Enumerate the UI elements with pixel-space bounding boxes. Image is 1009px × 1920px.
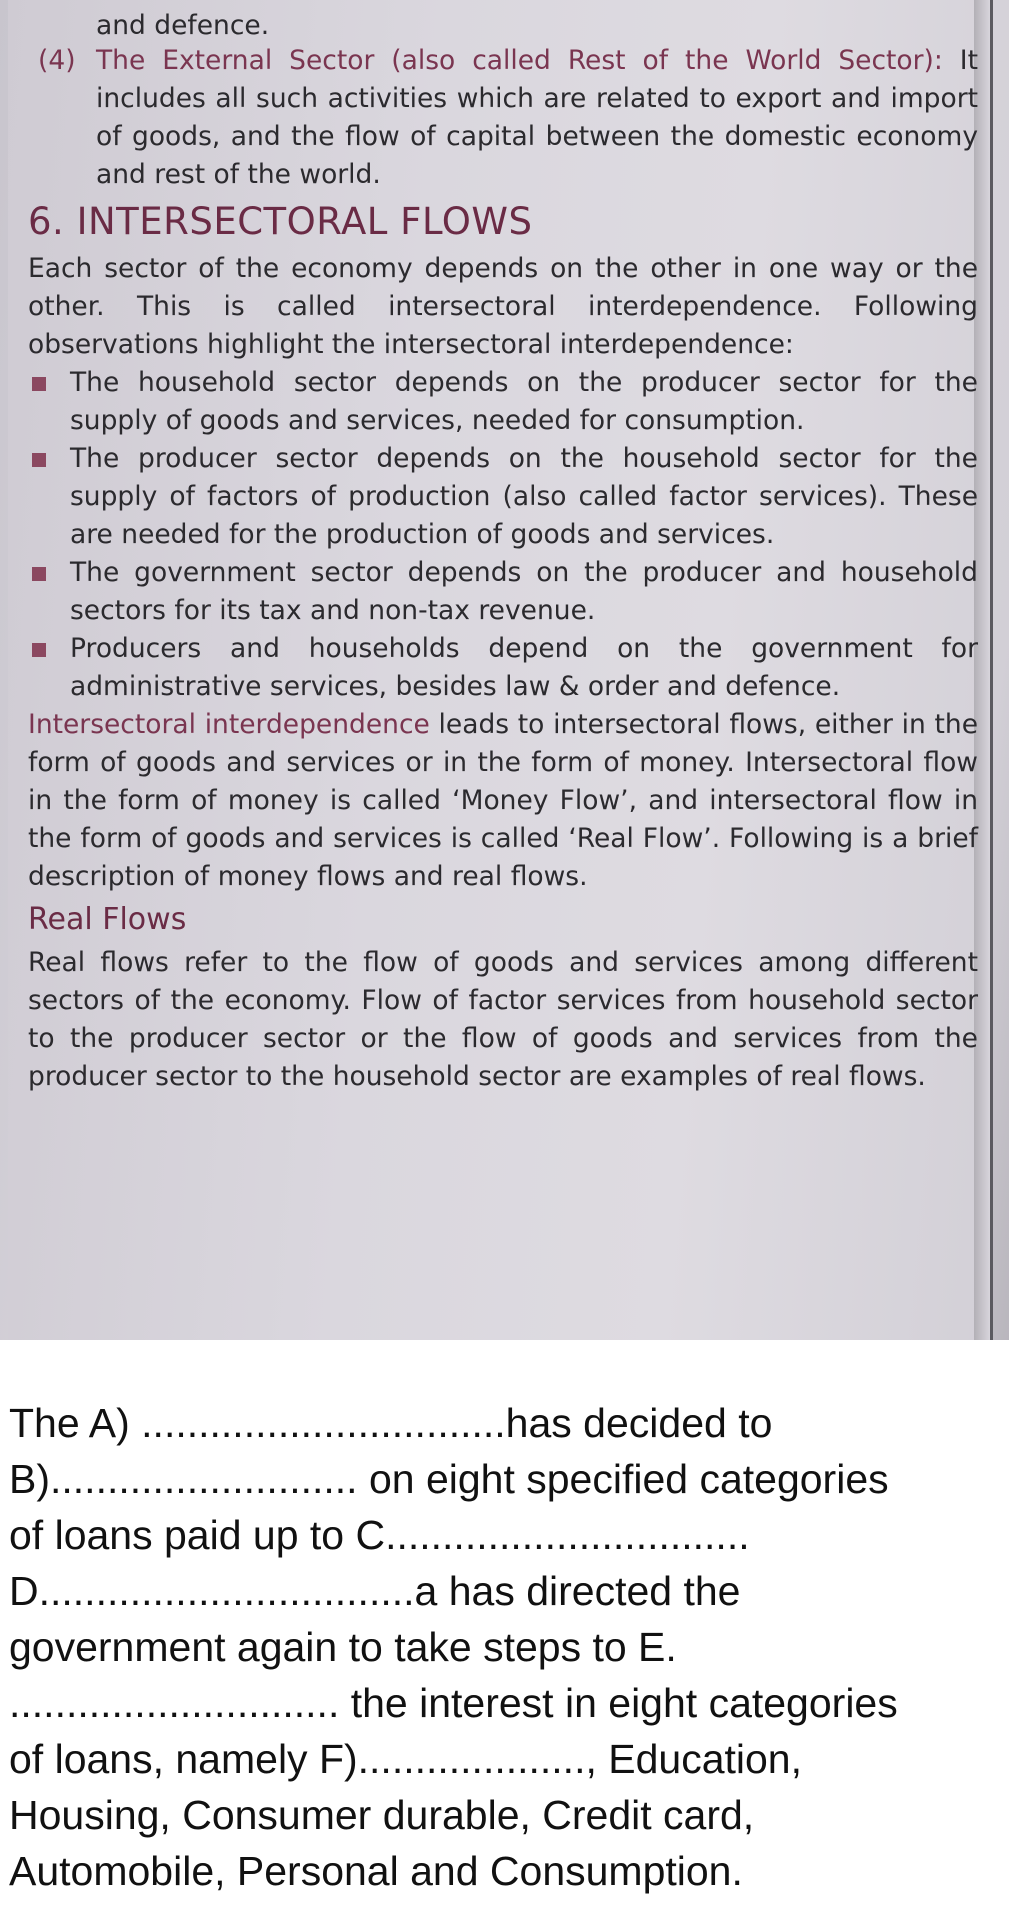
- fill-in-the-blanks-question: [9, 1395, 1004, 1899]
- bullet-square-icon: [32, 567, 46, 581]
- real-flows-paragraph: Real flows refer to the flow of goods and services among different sectors of the economy. Flow of factor services from household sector to the producer sector or the flow of goods and services from the producer sector to the household sector are examples of real flows.: [28, 947, 978, 1092]
- bullet-text: The household sector depends on the producer sector for the supply of goods and services, needed for consumption.: [70, 367, 978, 436]
- book-text: [28, 0, 978, 1096]
- question-line: of loans, namely F)...................., Education,: [9, 1736, 802, 1782]
- section-heading: 6. INTERSECTORAL FLOWS: [28, 200, 533, 243]
- question-line: B)........................... on eight specified categories: [9, 1456, 889, 1502]
- bullet-text: The government sector depends on the producer and household sectors for its tax and non-tax revenue.: [70, 557, 978, 626]
- question-line: D.................................a has directed the: [9, 1568, 741, 1614]
- bullet-text: Producers and households depend on the government for administrative services, besides law & order and defence.: [70, 633, 978, 702]
- bullet-square-icon: [32, 377, 46, 391]
- intro-paragraph: Each sector of the economy depends on the other in one way or the other. This is called intersectoral interdependence. Following observations highlight the intersectoral interdependence:: [28, 253, 978, 360]
- question-line: ............................. the interest in eight categories: [9, 1680, 898, 1726]
- question-line: Automobile, Personal and Consumption.: [9, 1848, 743, 1894]
- list-item: [28, 440, 978, 554]
- question-line: Housing, Consumer durable, Credit card,: [9, 1792, 755, 1838]
- point-lead: The External Sector (also called Rest of the World Sector):: [96, 45, 943, 76]
- interdependence-lead: Intersectoral interdependence: [28, 709, 430, 740]
- external-sector-point: [28, 42, 978, 194]
- list-item: [28, 364, 978, 440]
- real-flows-heading: Real Flows: [28, 902, 187, 937]
- question-line: of loans paid up to C................................: [9, 1512, 750, 1558]
- list-item: [28, 630, 978, 706]
- bullet-square-icon: [32, 643, 46, 657]
- list-item: [28, 554, 978, 630]
- point-text: It includes all such activities which are related to export and import of goods, and the flow of capital between the domestic economy and rest of the world.: [96, 45, 978, 190]
- interdependence-paragraph: [28, 706, 978, 896]
- bullet-square-icon: [32, 453, 46, 467]
- question-line: The A) ................................has decided to: [9, 1400, 773, 1446]
- interdependence-text: leads to intersectoral flows, either in the form of goods and services or in the form of money. Intersectoral flow in the form of money is called ‘Money Flow’, and intersectoral flow in the form of goods and services is called ‘Real Flow’. Following is a brief description of money flows and real flows.: [28, 709, 978, 892]
- question-line: government again to take steps to E.: [9, 1624, 677, 1670]
- bullet-text: The producer sector depends on the household sector for the supply of factors of production (also called factor services). These are needed for the production of goods and services.: [70, 443, 978, 550]
- top-line: and defence.: [96, 10, 270, 41]
- observations-list: [28, 364, 978, 706]
- point-number: (4): [38, 45, 76, 76]
